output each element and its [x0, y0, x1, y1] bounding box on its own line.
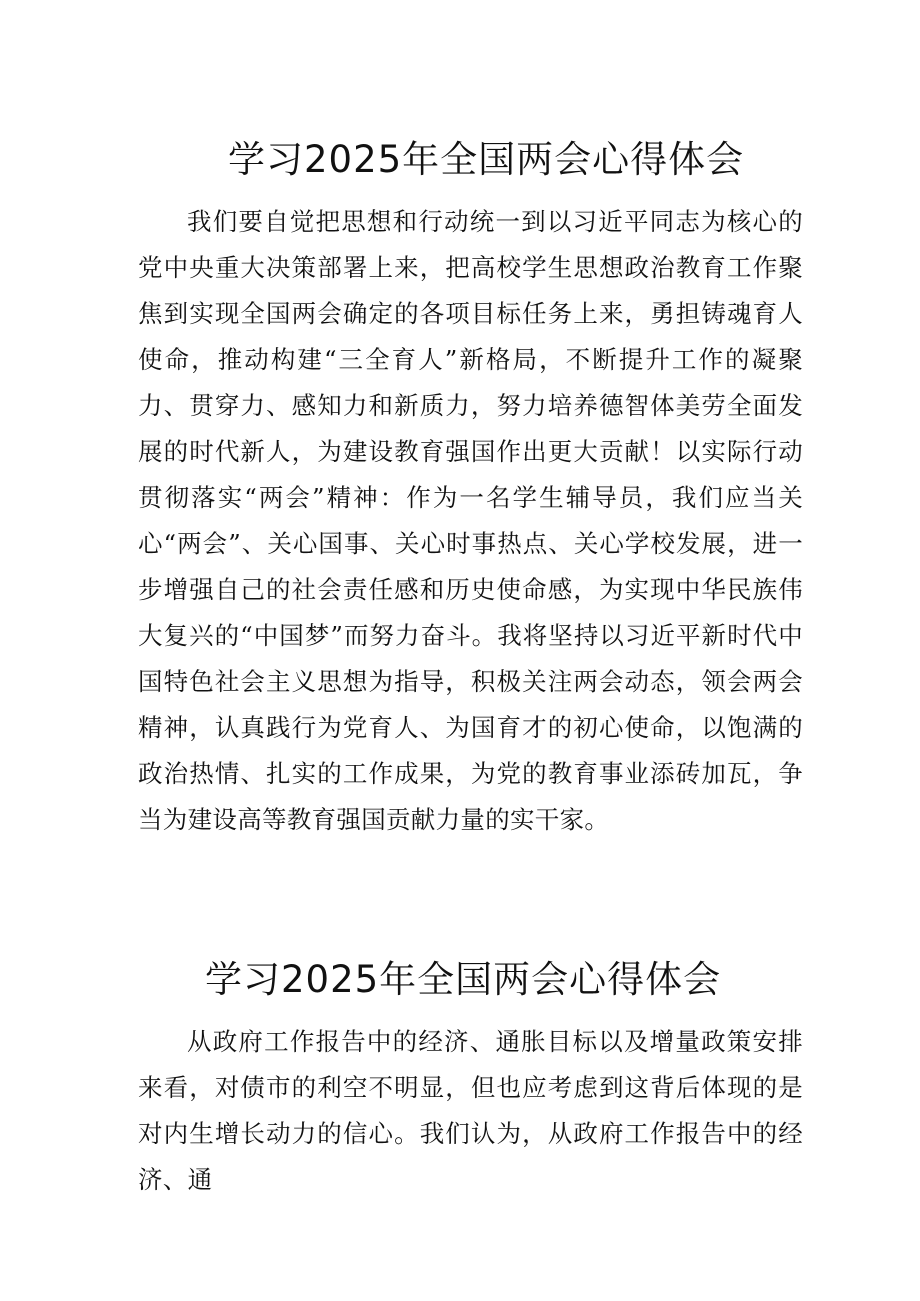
section-1-title: 学习2025年全国两会心得体会 [228, 137, 745, 181]
section-2-paragraph: 从政府工作报告中的经济、通胀目标以及增量政策安排来看，对债市的利空不明显，但也应考虑到这背后体现的是对内生增长动力的信心。我们认为，从政府工作报告中的经济、通 [138, 1027, 803, 1194]
section-2-title: 学习2025年全国两会心得体会 [205, 957, 722, 1001]
section-1-paragraph: 我们要自觉把思想和行动统一到以习近平同志为核心的党中央重大决策部署上来，把高校学生思想政治教育工作聚焦到实现全国两会确定的各项目标任务上来，勇担铸魂育人使命，推动构建“三全育人”新格局，不断提升工作的凝聚力、贯穿力、感知力和新质力，努力培养德智体美劳全面发展的时代新人，为建设教育强国作出更大贡献！以实际行动贯彻落实“两会”精神：作为一名学生辅导员，我们应当关心“两会”、关心国事、关心时事热点、关心学校发展，进一步增强自己的社会责任感和历史使命感，为实现中华民族伟大复兴的“中国梦”而努力奋斗。我将坚持以习近平新时代中国特色社会主义思想为指导，积极关注两会动态，领会两会精神，认真践行为党育人、为国育才的初心使命，以饱满的政治热情、扎实的工作成果，为党的教育事业添砖加瓦，争当为建设高等教育强国贡献力量的实干家。 [138, 207, 803, 834]
